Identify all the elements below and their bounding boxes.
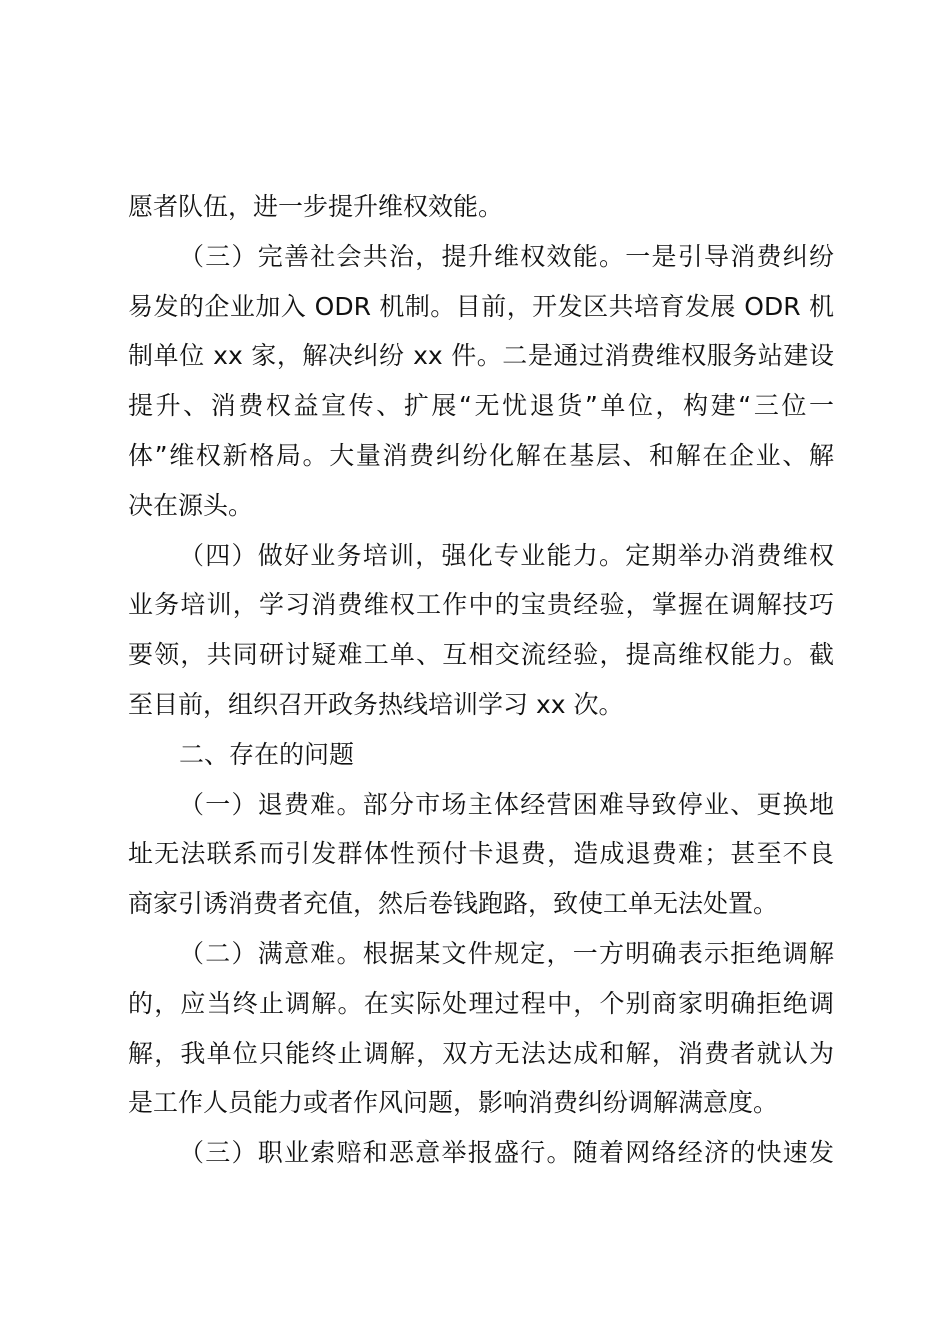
text-line: 解，我单位只能终止调解，双方无法达成和解，消费者就认为 — [128, 1038, 834, 1068]
text-line: （二）满意难。根据某文件规定，一方明确表示拒绝调解 — [179, 938, 834, 968]
text-line: 址无法联系而引发群体性预付卡退费，造成退费难；甚至不良 — [128, 839, 834, 869]
text-line: 决在源头。 — [128, 490, 254, 520]
text-line: 易发的企业加入 ODR 机制。目前，开发区共培育发展 ODR 机 — [128, 291, 834, 321]
text-line: （三）完善社会共治，提升维权效能。一是引导消费纠纷 — [179, 241, 834, 271]
text-line: 制单位 xx 家，解决纠纷 xx 件。二是通过消费维权服务站建设 — [128, 341, 834, 371]
text-line: 提升、消费权益宣传、扩展“无忧退货”单位，构建“三位一 — [128, 391, 834, 421]
text-line: （四）做好业务培训，强化专业能力。定期举办消费维权 — [179, 540, 834, 570]
text-line: 是工作人员能力或者作风问题，影响消费纠纷调解满意度。 — [128, 1088, 779, 1118]
text-line: 二、存在的问题 — [179, 739, 355, 769]
text-line: 的，应当终止调解。在实际处理过程中，个别商家明确拒绝调 — [128, 988, 834, 1018]
text-line: 要领，共同研讨疑难工单、互相交流经验，提高维权能力。截 — [128, 640, 834, 670]
text-line: 业务培训，学习消费维权工作中的宝贵经验，掌握在调解技巧 — [128, 590, 834, 620]
text-line: 至目前，组织召开政务热线培训学习 xx 次。 — [128, 689, 624, 719]
text-line: 体”维权新格局。大量消费纠纷化解在基层、和解在企业、解 — [128, 440, 834, 470]
document-body — [128, 182, 834, 1178]
text-line: （一）退费难。部分市场主体经营困难导致停业、更换地 — [179, 789, 834, 819]
text-line: 愿者队伍，进一步提升维权效能。 — [128, 192, 504, 221]
text-line: 商家引诱消费者充值，然后卷钱跑路，致使工单无法处置。 — [128, 889, 779, 919]
text-line: （三）职业索赔和恶意举报盛行。随着网络经济的快速发 — [179, 1138, 834, 1168]
